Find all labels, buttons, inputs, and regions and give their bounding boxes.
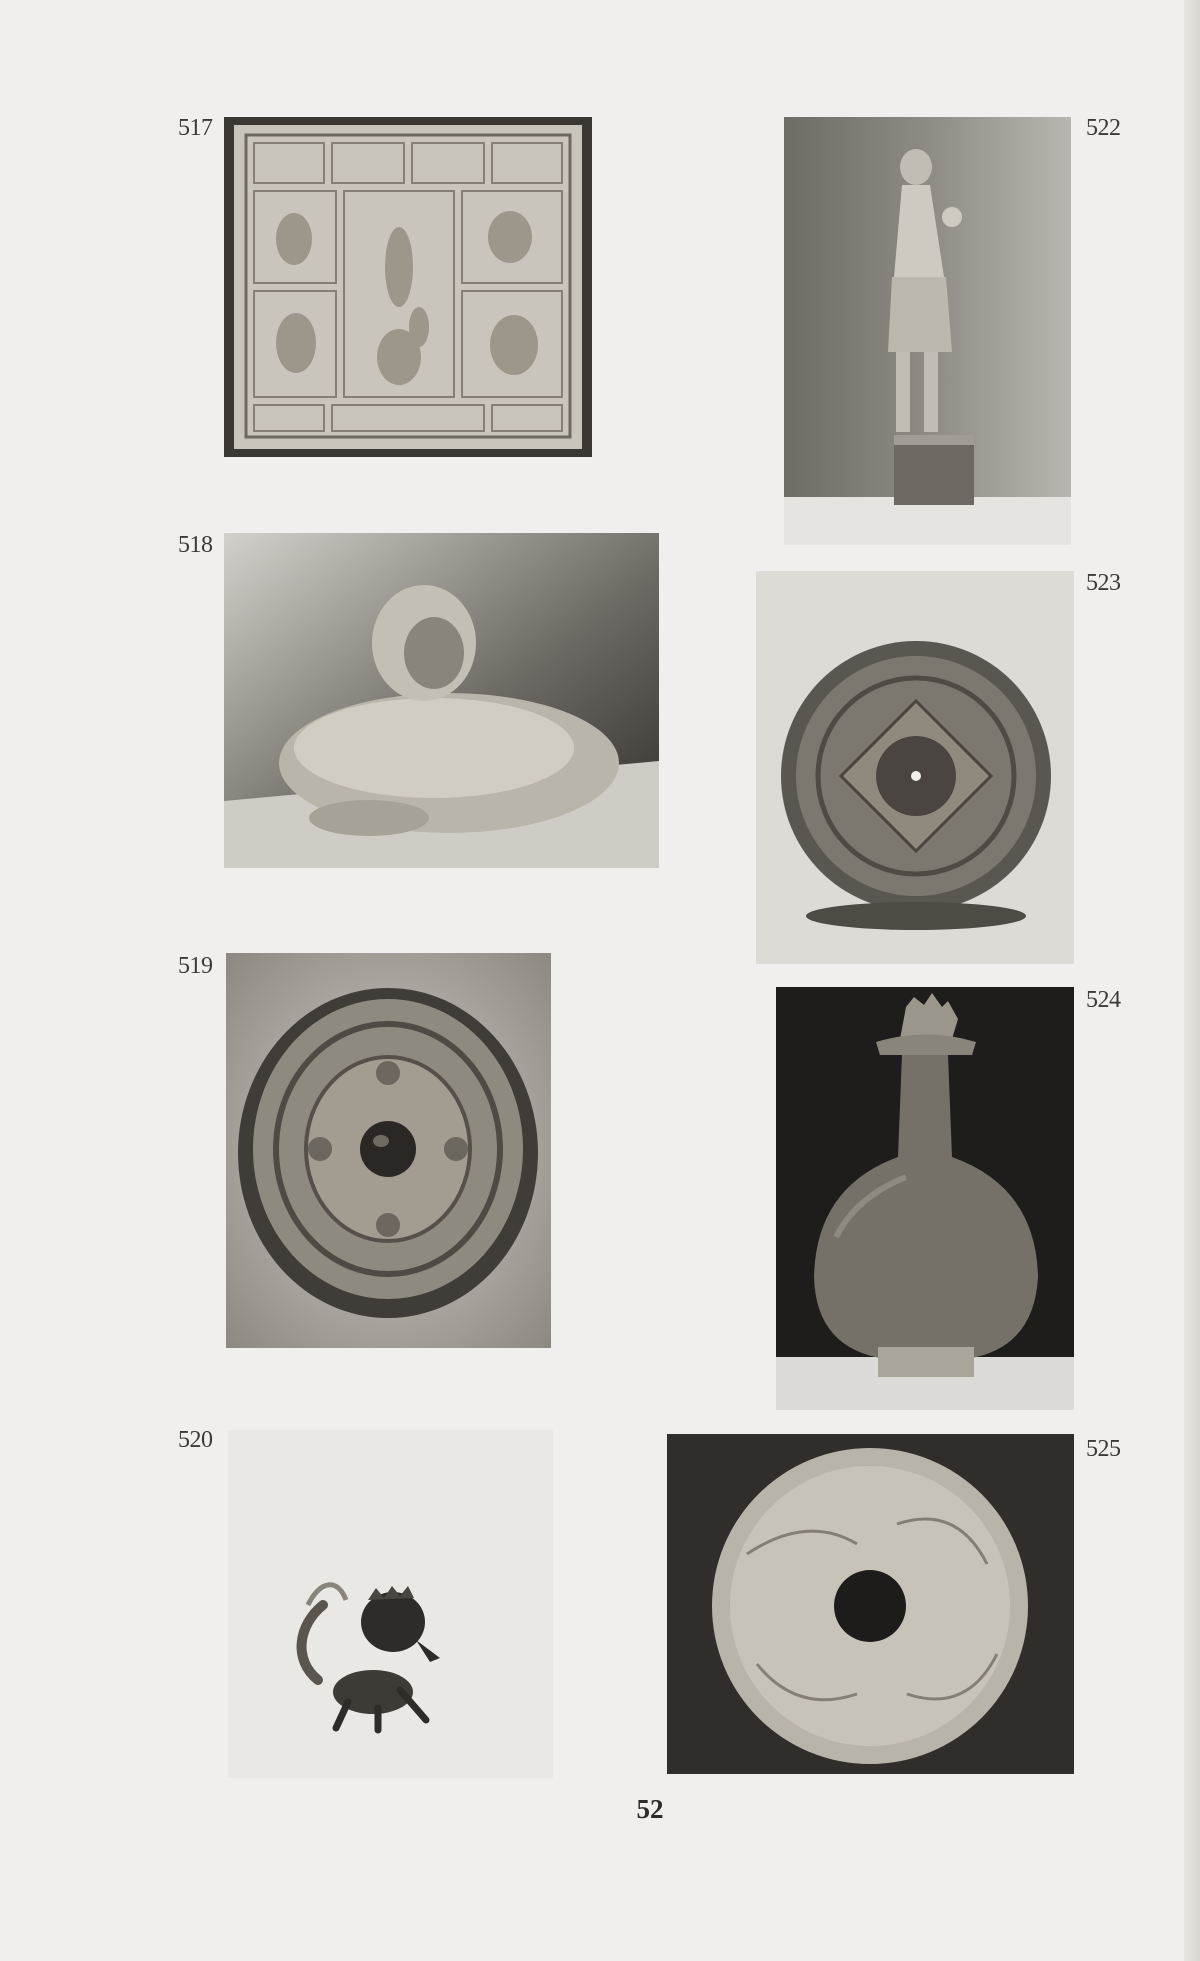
page-edge-shadow — [1184, 0, 1200, 1961]
plate-number-520: 520 — [178, 1427, 213, 1453]
plate-517-tile-photo — [224, 117, 592, 457]
plate-number-525: 525 — [1086, 1436, 1121, 1462]
plate-number-519: 519 — [178, 953, 213, 979]
plate-number-517: 517 — [178, 115, 213, 141]
page-number: 52 — [636, 1794, 664, 1824]
relief-tile-icon — [224, 117, 592, 457]
decorated-mirror-icon — [226, 953, 551, 1348]
plate-525-disc-photo — [667, 1434, 1074, 1774]
round-mirror-icon — [756, 571, 1074, 964]
plate-number-522: 522 — [1086, 115, 1121, 141]
recumbent-beast-icon — [224, 533, 659, 868]
standing-figure-icon — [784, 117, 1071, 545]
plate-number-523: 523 — [1086, 570, 1121, 596]
plate-520-beast-photo — [228, 1430, 553, 1778]
plate-524-vase-photo — [776, 987, 1074, 1410]
winged-beast-icon — [228, 1430, 553, 1778]
plate-number-524: 524 — [1086, 987, 1121, 1013]
plate-522-figure-photo — [784, 117, 1071, 545]
plate-518-beast-photo — [224, 533, 659, 868]
plate-number-518: 518 — [178, 532, 213, 558]
carved-disc-icon — [667, 1434, 1074, 1774]
plate-523-mirror-photo — [756, 571, 1074, 964]
plate-519-mirror-photo — [226, 953, 551, 1348]
covered-vase-icon — [776, 987, 1074, 1410]
